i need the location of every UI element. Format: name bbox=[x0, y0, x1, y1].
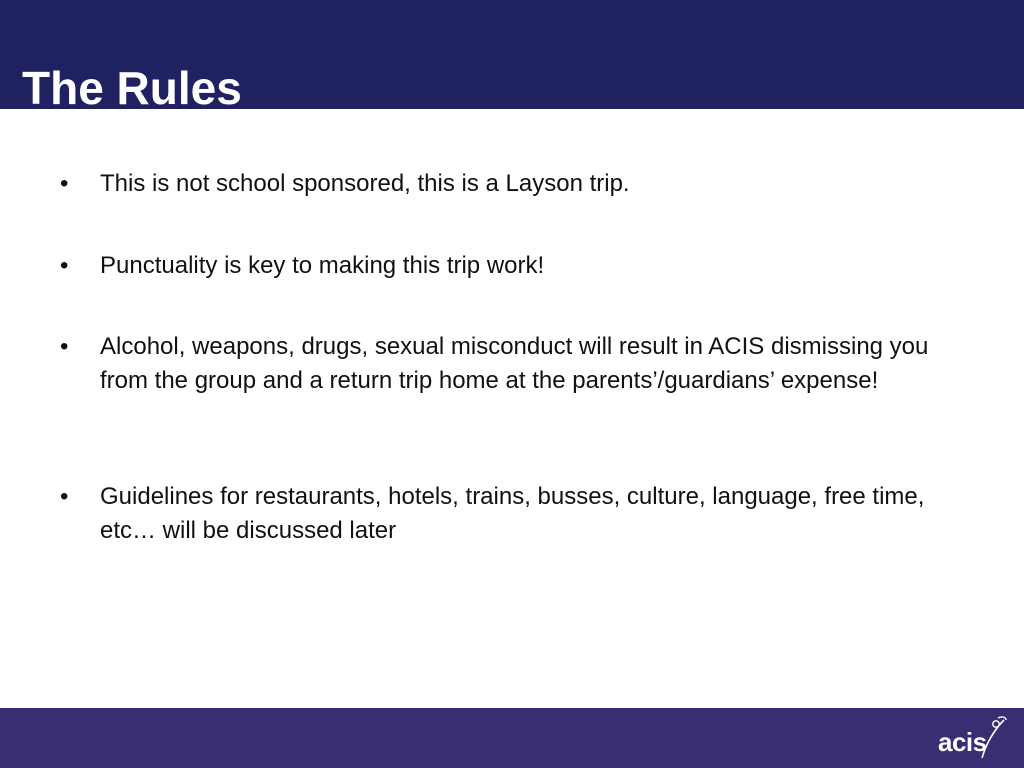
bullet-item bbox=[60, 249, 970, 283]
header-bar bbox=[0, 0, 1024, 114]
bullet-text: Punctuality is key to making this trip work! bbox=[100, 252, 545, 279]
bullet-marker: • bbox=[60, 333, 69, 360]
bullet-marker: • bbox=[60, 252, 69, 279]
acis-logo-text: acis bbox=[938, 727, 987, 757]
bullet-marker: • bbox=[60, 483, 69, 510]
bullet-item bbox=[60, 330, 970, 398]
bullet-text: Guidelines for restaurants, hotels, trains, busses, culture, language, free time, etc… will be discussed later bbox=[100, 483, 925, 544]
bullet-text: This is not school sponsored, this is a Layson trip. bbox=[100, 170, 630, 197]
bullet-item bbox=[60, 480, 970, 548]
bullet-text: Alcohol, weapons, drugs, sexual misconduct will result in ACIS dismissing you from the group and a return trip home at the parents’/guardians’ expense! bbox=[100, 333, 929, 394]
footer-bar bbox=[0, 708, 1024, 768]
slide-title: The Rules bbox=[22, 62, 242, 114]
bullet-marker: • bbox=[60, 170, 69, 197]
acis-logo bbox=[938, 714, 1008, 760]
bullet-item bbox=[60, 167, 970, 201]
